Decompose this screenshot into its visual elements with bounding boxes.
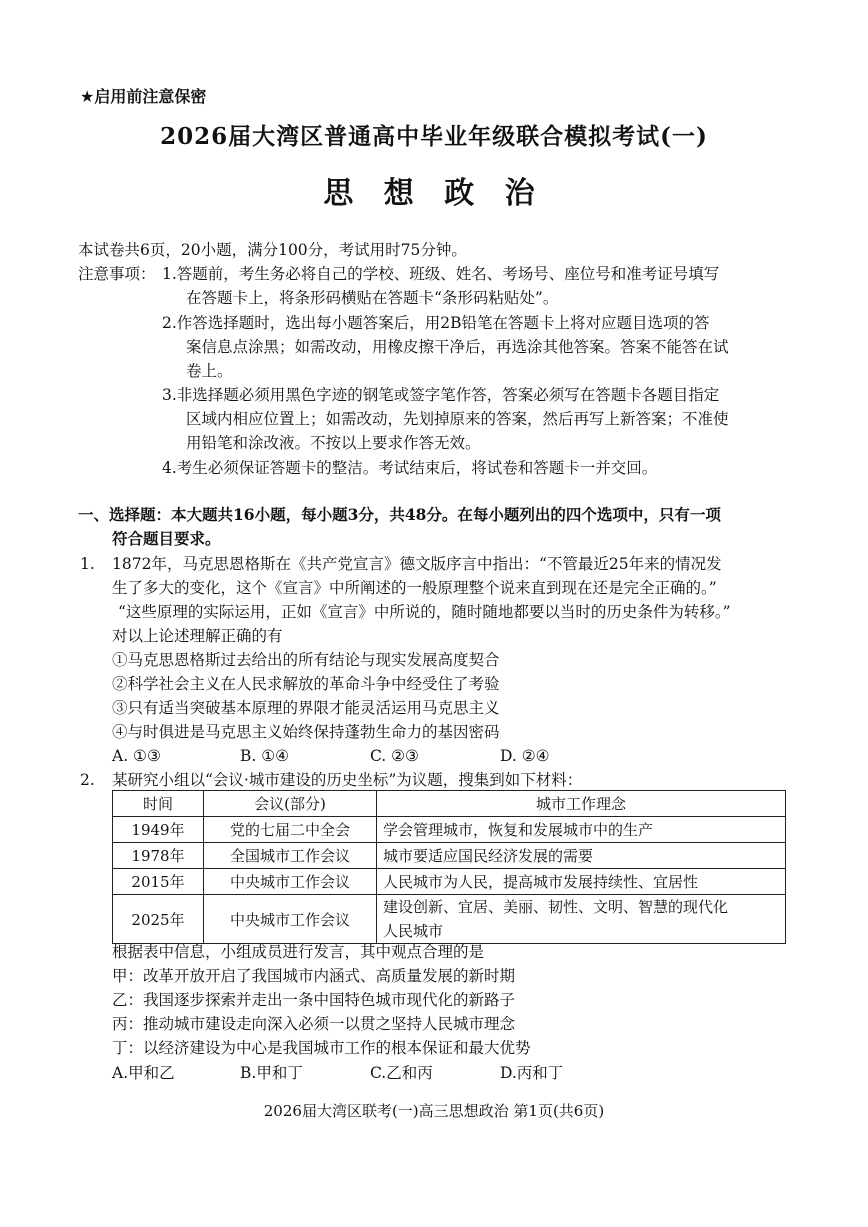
option-d: D.丙和丁: [500, 1064, 564, 1082]
option-a: A.甲和乙: [112, 1064, 175, 1082]
option-b: B.甲和丁: [240, 1064, 303, 1082]
question-text: 某研究小组以“会议·城市建设的历史坐标”为议题，搜集到如下材料：: [112, 771, 583, 789]
table-header: 城市工作理念: [377, 791, 786, 817]
question-text: 根据表中信息，小组成员进行发言，其中观点合理的是: [112, 943, 485, 961]
table-cell: 中央城市工作会议: [204, 869, 377, 895]
table-cell: 1949年: [113, 817, 204, 843]
question-number: 2.: [80, 771, 95, 789]
table-cell: 党的七届二中全会: [204, 817, 377, 843]
exam-title: 2026届大湾区普通高中毕业年级联合模拟考试(一): [160, 123, 708, 150]
statement-bing: 丙：推动城市建设走向深入必须一以贯之坚持人民城市理念: [112, 1015, 516, 1033]
statement-3: ③只有适当突破基本原理的界限才能灵活运用马克思主义: [112, 699, 500, 717]
statement-jia: 甲：改革开放开启了我国城市内涵式、高质量发展的新时期: [112, 967, 516, 985]
statement-yi: 乙：我国逐步探索并走出一条中国特色城市现代化的新路子: [112, 991, 516, 1009]
notice-line: 用铅笔和涂改液。不按以上要求作答无效。: [186, 434, 481, 452]
table-cell: 人民城市为人民，提高城市发展持续性、宜居性: [377, 869, 786, 895]
question-text: “这些原理的实际运用，正如《宣言》中所说的，随时随地都要以当时的历史条件为转移。”: [118, 603, 731, 621]
table-cell: 2025年: [113, 895, 204, 944]
table-header: 时间: [113, 791, 204, 817]
confidential-label: ★启用前注意保密: [80, 87, 207, 106]
option-d: D. ②④: [500, 747, 550, 765]
notice-line: 在答题卡上，将条形码横贴在答题卡“条形码粘贴处”。: [186, 289, 559, 307]
table-cell-line: 人民城市: [383, 922, 444, 940]
data-table: [112, 790, 786, 944]
page-footer: 2026届大湾区联考(一)高三思想政治 第1页(共6页): [263, 1102, 605, 1120]
notice-line: 4.考生必须保证答题卡的整洁。考试结束后，将试卷和答题卡一并交回。: [162, 459, 658, 477]
table-row: [113, 869, 786, 895]
table-row: [113, 843, 786, 869]
option-c: C. ②③: [370, 747, 419, 765]
option-b: B. ①④: [240, 747, 290, 765]
table-cell: [377, 895, 786, 944]
notice-line: 区域内相应位置上；如需改动，先划掉原来的答案，然后再写上新答案；不准使: [186, 410, 729, 428]
table-header-row: [113, 791, 786, 817]
option-c: C.乙和丙: [370, 1064, 433, 1082]
question-text: 1872年，马克思恩格斯在《共产党宣言》德文版序言中指出：“不管最近25年来的情况发: [112, 555, 722, 573]
question-text: 对以上论述理解正确的有: [112, 627, 283, 645]
section-heading: 一、选择题：本大题共16小题，每小题3分，共48分。在每小题列出的四个选项中，只有一项: [78, 505, 721, 524]
statement-ding: 丁：以经济建设为中心是我国城市工作的根本保证和最大优势: [112, 1039, 531, 1057]
table-header: 会议(部分): [204, 791, 377, 817]
option-a: A. ①③: [112, 747, 161, 765]
statement-2: ②科学社会主义在人民求解放的革命斗争中经受住了考验: [112, 675, 500, 693]
table-cell: 全国城市工作会议: [204, 843, 377, 869]
statement-1: ①马克思恩格斯过去给出的所有结论与现实发展高度契合: [112, 651, 500, 669]
section-heading-cont: 符合题目要求。: [112, 529, 221, 548]
question-number: 1.: [80, 555, 95, 573]
intro-text: 本试卷共6页，20小题，满分100分，考试用时75分钟。: [78, 241, 467, 259]
statement-4: ④与时俱进是马克思主义始终保持蓬勃生命力的基因密码: [112, 723, 500, 741]
table-cell: 学会管理城市，恢复和发展城市中的生产: [377, 817, 786, 843]
table-cell: 城市要适应国民经济发展的需要: [377, 843, 786, 869]
notice-label: 注意事项：: [78, 265, 156, 283]
notice-line: 案信息点涂黑；如需改动，用橡皮擦干净后，再选涂其他答案。答案不能答在试: [186, 338, 729, 356]
table-row: [113, 895, 786, 944]
notice-line: 2.作答选择题时，选出每小题答案后，用2B铅笔在答题卡上将对应题目选项的答: [162, 314, 710, 332]
question-text: 生了多大的变化，这个《宣言》中所阐述的一般原理整个说来直到现在还是完全正确的。”: [112, 579, 717, 597]
table-cell-line: 建设创新、宜居、美丽、韧性、文明、智慧的现代化: [383, 898, 729, 916]
table-cell: 2015年: [113, 869, 204, 895]
notice-line: 1.答题前，考生务必将自己的学校、班级、姓名、考场号、座位号和准考证号填写: [162, 265, 720, 283]
table-cell: 中央城市工作会议: [204, 895, 377, 944]
table-cell: 1978年: [113, 843, 204, 869]
notice-line: 3.非选择题必须用黑色字迹的钢笔或签字笔作答，答案必须写在答题卡各题目指定: [162, 386, 720, 404]
table-row: [113, 817, 786, 843]
subject-title: 思 想 政 治: [323, 176, 545, 211]
notice-line: 卷上。: [186, 362, 233, 380]
